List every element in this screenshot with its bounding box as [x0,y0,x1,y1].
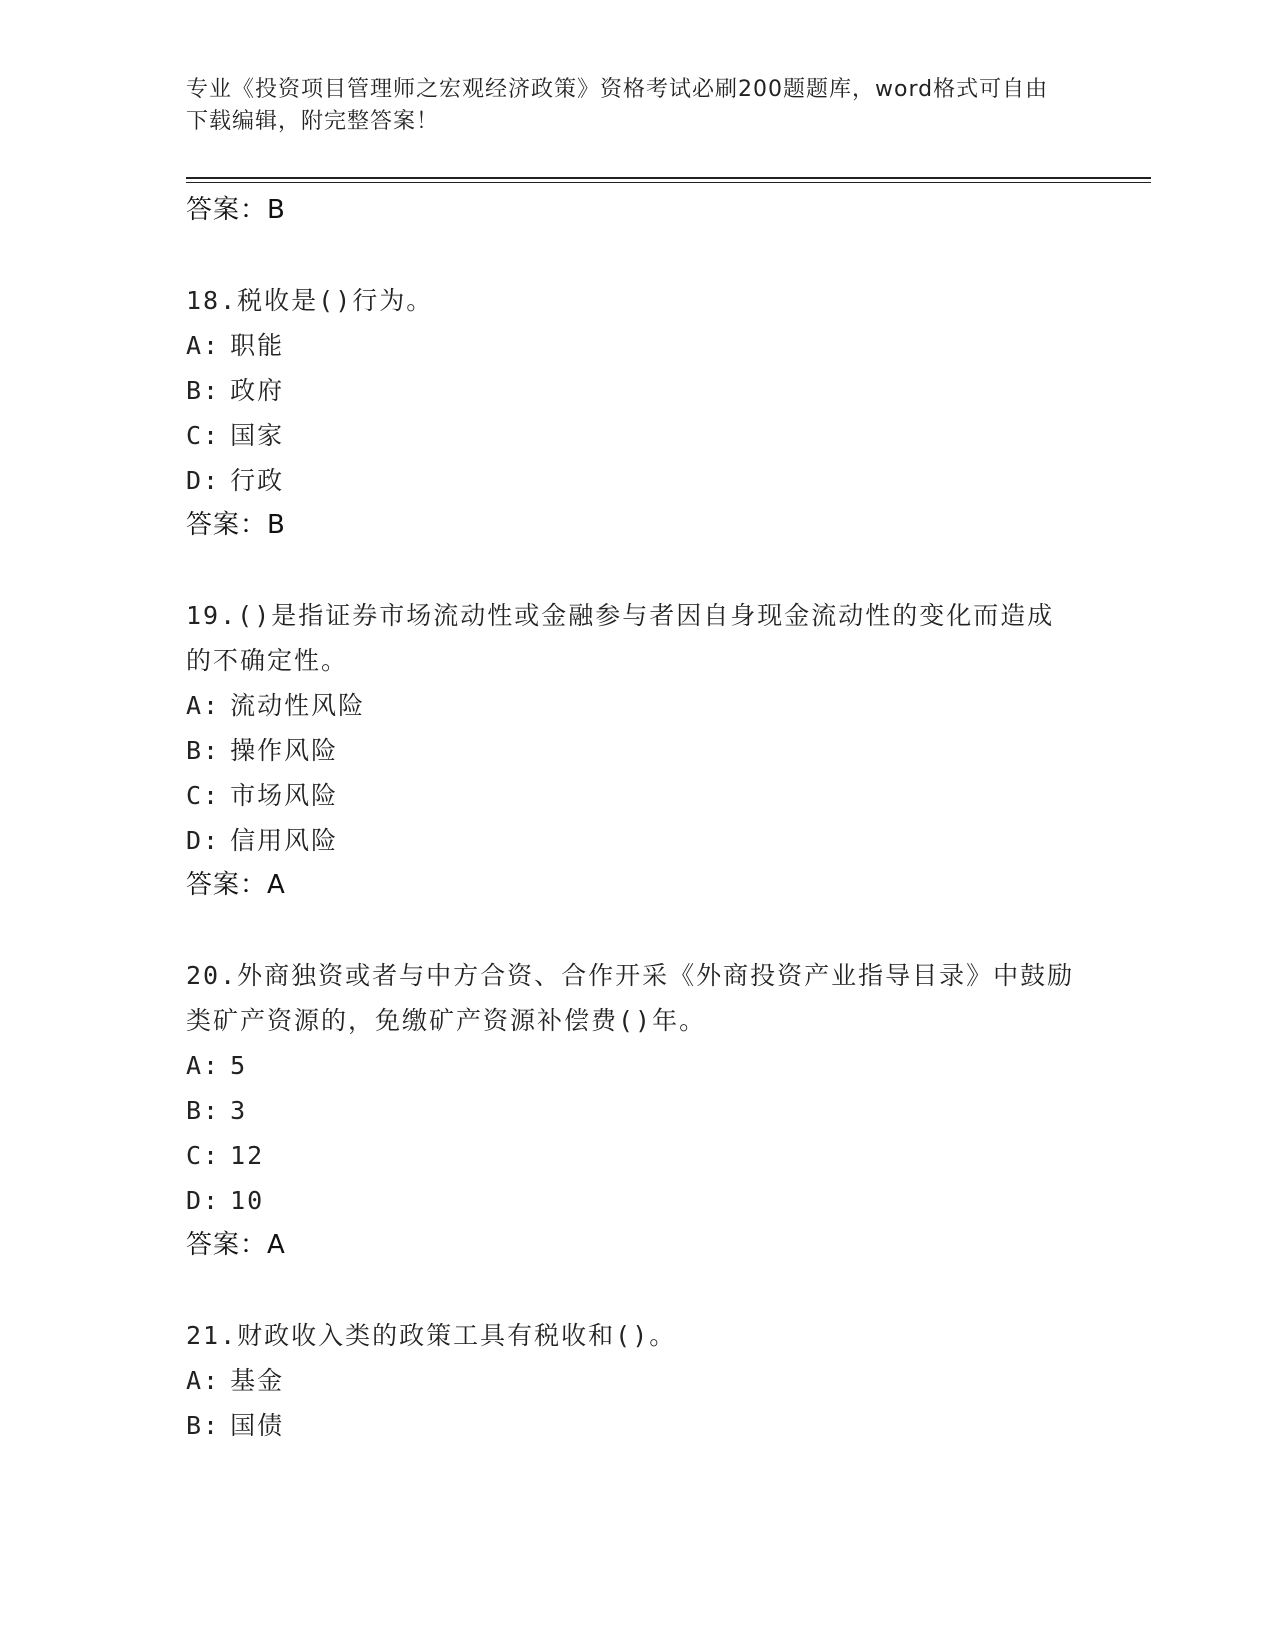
header-divider [186,177,1151,179]
answer-line: 答案：A [186,870,286,900]
answer-line: 答案：B [186,510,286,540]
option-b [186,368,1076,413]
header-divider-thin [186,182,1151,183]
option-d [186,1178,1076,1223]
option-key: B: [186,736,221,765]
option-a [186,323,1076,368]
question-item [186,1313,1076,1448]
option-value: 操作风险 [230,736,339,765]
option-a [186,1043,1076,1088]
option-d [186,818,1076,863]
option-key: A: [186,1051,221,1080]
option-value: 12 [230,1141,265,1170]
option-value: 政府 [230,376,285,405]
option-key: C: [186,1141,221,1170]
option-key: C: [186,781,221,810]
option-value: 国家 [230,421,285,450]
question-text: 18.税收是()行为。 [186,286,434,315]
page-header: 专业《投资项目管理师之宏观经济政策》资格考试必刷200题题库，word格式可自由下载编辑，附完整答案！ [186,77,1049,134]
option-key: A: [186,1366,221,1395]
option-key: D: [186,826,221,855]
option-key: C: [186,421,221,450]
question-list [186,188,1076,1448]
option-key: D: [186,466,221,495]
option-value: 信用风险 [230,826,339,855]
option-c [186,1133,1076,1178]
option-key: B: [186,376,221,405]
question-text: 20.外商独资或者与中方合资、合作开采《外商投资产业指导目录》中鼓励类矿产资源的，免缴矿产资源补偿费()年。 [186,961,1075,1035]
option-value: 职能 [230,331,285,360]
option-value: 市场风险 [230,781,339,810]
option-value: 行政 [230,466,285,495]
option-value: 国债 [230,1411,285,1440]
answer-line: 答案：B [186,195,286,225]
option-c [186,773,1076,818]
question-item [186,953,1076,1267]
answer-line: 答案：A [186,1230,286,1260]
option-b [186,1088,1076,1133]
option-key: A: [186,691,221,720]
option-key: B: [186,1411,221,1440]
option-value: 10 [230,1186,265,1215]
option-key: A: [186,331,221,360]
option-key: D: [186,1186,221,1215]
option-value: 5 [230,1051,248,1080]
option-b [186,728,1076,773]
question-text: 21.财政收入类的政策工具有税收和()。 [186,1321,677,1350]
option-a [186,683,1076,728]
option-value: 基金 [230,1366,285,1395]
question-item [186,593,1076,907]
option-key: B: [186,1096,221,1125]
option-value: 流动性风险 [230,691,366,720]
option-value: 3 [230,1096,248,1125]
question-text: 19.()是指证券市场流动性或金融参与者因自身现金流动性的变化而造成的不确定性。 [186,601,1055,675]
option-b [186,1403,1076,1448]
option-c [186,413,1076,458]
option-a [186,1358,1076,1403]
question-item [186,278,1076,547]
option-d [186,458,1076,503]
